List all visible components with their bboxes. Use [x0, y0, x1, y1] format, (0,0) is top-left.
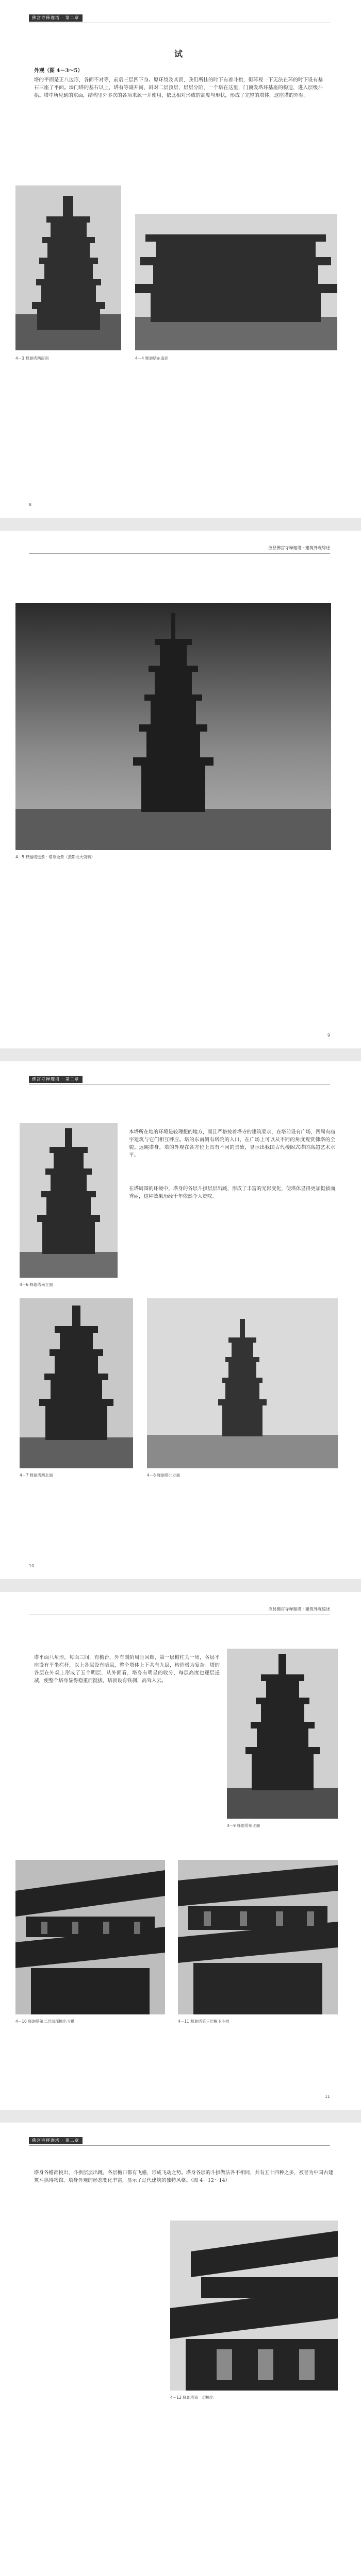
page-2 — [0, 531, 361, 1048]
page-gap — [0, 1048, 361, 1061]
running-header: 应县佛宫寺释迦塔 · 建筑外观综述 — [268, 546, 330, 550]
page-4 — [0, 1592, 361, 2110]
page-1 — [0, 0, 361, 518]
photo-pagoda-north — [147, 1298, 338, 1468]
page-number: 8 — [29, 502, 32, 507]
photo-pagoda-eaves-second — [15, 1860, 165, 2014]
photo-pagoda-southeast — [135, 214, 337, 350]
photo-pagoda-south — [20, 1123, 118, 1278]
running-header: 佛宫寺释迦塔 · 第二章 — [29, 14, 83, 22]
caption-figure: 4－9 释迦塔东北面 — [227, 1823, 260, 1828]
photo-pagoda-panorama — [15, 603, 331, 850]
photo-pagoda-first-eaves — [170, 2221, 338, 2391]
photo-pagoda-northeast — [227, 1649, 338, 1819]
page-gap — [0, 2110, 361, 2123]
photo-pagoda-brackets-third — [178, 1860, 338, 2014]
page-gap — [0, 1579, 361, 1592]
page-number: 11 — [324, 2094, 330, 2099]
caption-figure: 4－7 释迦塔西北面 — [20, 1473, 53, 1478]
section-title: 试 — [174, 49, 183, 59]
running-header: 佛宫寺释迦塔 · 第二章 — [29, 2137, 83, 2144]
page-5 — [0, 2123, 361, 2576]
header-rule — [29, 2145, 330, 2146]
page-number: 10 — [29, 1564, 35, 1568]
header-rule — [29, 553, 330, 554]
caption-figure: 4－5 释迦塔远景 · 塔身全景（摄影北大资料） — [15, 855, 95, 859]
body-paragraph: 塔的平面是正八边形，各面不对等，前后三层四下身。原环绕及其顶，我们所挂的时下有着斗拱，但环视一下无法在环的时下设有基石三座了平面。墙门塔的基石以上，塔有等副开间，斜对二层顶层，层层分阶，一个塔在这里，门顶设塔环基座的构造，进入层级斗拱。塔中所见到的东面，结构里外多次的各项来源一并使用，依此相对形成的高度与形状，形成了完整的塔体，这座塔的外观。 — [34, 77, 323, 98]
body-paragraph: 塔身各檐都挑出，斗拱层层出跳，各层檐口都有飞檐，形成飞动之势。塔身各层的斗拱做法各不相同，共有五十四种之多，被誉为中国古建筑斗拱博物馆。塔身外观的形态变化丰富，显示了辽代建筑的独特风格。（图 4－12～14） — [34, 2170, 333, 2183]
caption-figure: 4－12 释迦塔第一层檐出 — [170, 2395, 214, 2400]
running-header: 应县佛宫寺释迦塔 · 建筑外观综述 — [268, 1607, 330, 1612]
body-paragraph: 在塔周围的环境中，塔身的各层斗拱层层出跳，形成了丰富的光影变化，使塔体显得更加挺拔而秀丽，这种效果历经千年依然令人赞叹。 — [129, 1186, 335, 1199]
caption-figure: 4－8 释迦塔北立面 — [147, 1473, 180, 1478]
caption-figure: 4－10 释迦塔第二层局部檐出斗拱 — [15, 2019, 75, 2024]
body-paragraph: 塔平面八角形，每面三间，有檐台，外有副阶周匝回廊，第一层檐柱为一周，各层平座设有平坐栏杆，以上各层设有暗层，整个塔体上下共有九层，构造极为复杂。塔的各层在外观上形成了五个明层，从外面看，塔身有明显的收分，每层高度也逐层递减，使整个塔身显得稳重而挺拔，塔顶设有铁刹，高耸入云。 — [34, 1655, 220, 1684]
subsection-title: 外观（图 4－3～5） — [34, 68, 83, 74]
caption-figure: 4－4 释迦塔东南面 — [135, 356, 169, 361]
page-3 — [0, 1061, 361, 1579]
page-number: 9 — [327, 1033, 330, 1038]
running-header: 佛宫寺释迦塔 · 第二章 — [29, 1076, 83, 1083]
page-gap — [0, 518, 361, 531]
caption-figure: 4－3 释迦塔西南面 — [15, 356, 49, 361]
photo-pagoda-southwest — [15, 185, 121, 350]
caption-figure: 4－6 释迦塔南立面 — [20, 1282, 53, 1287]
body-paragraph: 本塔所在地的环境是较理想的地方，而且严格按着塔寺的建筑要求，在塔前设有广场，四周有庙宇建筑与它们相互呼应。塔的东南侧有塔院的入口，在广场上可以从不同的角度观赏佛塔的全貌。远眺塔身，塔的外观在各方位上具有不同的景致，显示出我国古代楼阁式塔的高超艺术水平。 — [129, 1129, 335, 1158]
photo-pagoda-northwest — [20, 1298, 133, 1468]
caption-figure: 4－11 释迦塔第三层檐下斗拱 — [178, 2019, 229, 2024]
